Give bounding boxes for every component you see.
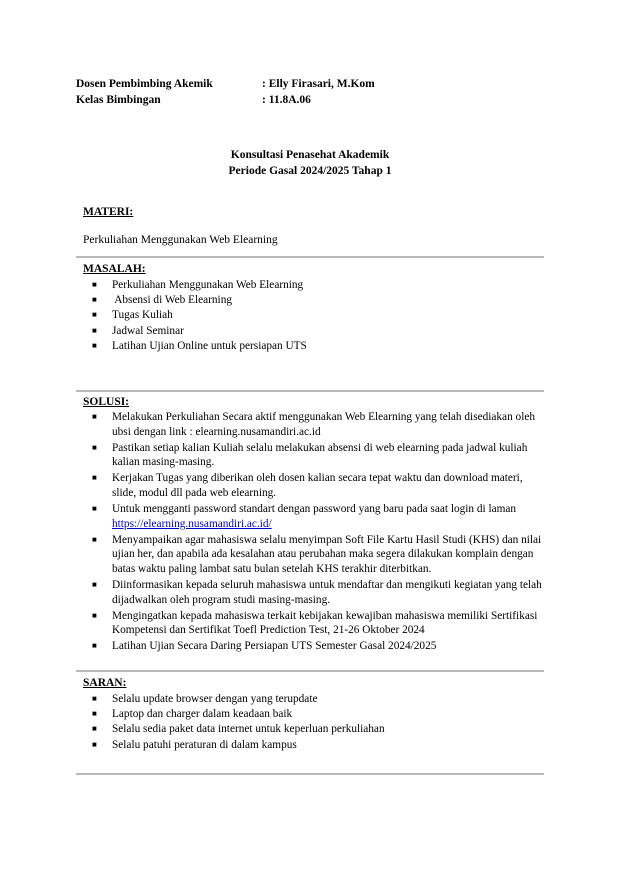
divider — [76, 256, 544, 258]
bullet-icon: ■ — [92, 473, 97, 483]
advisor-label: Dosen Pembimbing Akemik — [76, 78, 213, 90]
bullet-icon: ■ — [92, 325, 97, 335]
bullet-icon: ■ — [92, 641, 97, 651]
list-item: ■ Perkuliahan Menggunakan Web Elearning — [92, 279, 304, 291]
list-item: ■ Untuk mengganti password standart dengan password yang baru pada saat login di laman https://elearning.nusamandiri.ac.id/ — [92, 503, 517, 530]
list-item: ■ Selalu update browser dengan yang terupdate — [92, 693, 318, 705]
bullet-icon: ■ — [92, 340, 97, 350]
list-item: ■ Absensi di Web Elearning — [92, 294, 232, 307]
bullet-icon: ■ — [92, 504, 97, 514]
list-item: ■ Menyampaikan agar mahasiswa selalu menyimpan Soft File Kartu Hasil Studi (KHS) dan nilai ujian her, dan apabila ada kesalahan atau perubahan maka segera dilakukan komplain dengan batas waktu paling lambat satu bulan setelah KHS terakhir diterbitkan. — [92, 533, 542, 575]
bullet-icon: ■ — [92, 442, 97, 452]
materi-text: Perkuliahan Menggunakan Web Elearning — [83, 234, 278, 246]
bullet-icon: ■ — [92, 534, 97, 544]
bullet-icon: ■ — [92, 310, 97, 320]
class-value: : 11.8A.06 — [262, 94, 311, 106]
bullet-icon: ■ — [92, 580, 97, 590]
solusi-heading: SOLUSI: — [83, 396, 130, 408]
bullet-icon: ■ — [92, 724, 97, 734]
bullet-icon: ■ — [92, 739, 97, 749]
masalah-heading: MASALAH: — [83, 263, 146, 275]
saran-list — [83, 692, 543, 753]
solusi-list — [83, 410, 543, 656]
list-item: ■ Kerjakan Tugas yang diberikan oleh dosen kalian secara tepat waktu dan download materi, slide, modul dll pada web elearning. — [92, 472, 523, 499]
divider — [76, 670, 544, 672]
list-item: ■ Jadwal Seminar — [92, 324, 184, 337]
list-item: ■ Selalu patuhi peraturan di dalam kampus — [92, 738, 297, 751]
divider — [76, 773, 544, 775]
masalah-list — [83, 278, 543, 354]
divider — [76, 390, 544, 392]
list-item: ■ Tugas Kuliah — [92, 309, 173, 322]
list-item: ■ Diinformasikan kepada seluruh mahasiswa untuk mendaftar dan mengikuti kegiatan yang telah dijadwalkan oleh program studi masing-masing. — [92, 579, 542, 606]
elearning-link[interactable]: https://elearning.nusamandiri.ac.id/ — [112, 517, 272, 530]
title-line-2: Periode Gasal 2024/2025 Tahap 1 — [228, 165, 392, 177]
list-item: ■ Latihan Ujian Secara Daring Persiapan UTS Semester Gasal 2024/2025 — [92, 640, 437, 653]
bullet-icon: ■ — [92, 694, 97, 703]
list-item: ■ Selalu sedia paket data internet untuk keperluan perkuliahan — [92, 723, 385, 736]
bullet-icon: ■ — [92, 709, 97, 719]
list-item: ■ Mengingatkan kepada mahasiswa terkait kebijakan kewajiban mahasiswa memiliki Sertifikasi Kompetensi dan Sertifikat Toefl Prediction Test, 21-26 Oktober 2024 — [92, 609, 538, 637]
document-title — [0, 147, 620, 179]
bullet-icon: ■ — [92, 295, 97, 305]
bullet-icon: ■ — [92, 280, 97, 289]
list-item: ■ Melakukan Perkuliahan Secara aktif menggunakan Web Elearning yang telah disediakan oleh ubsi dengan link : elearning.nusamandiri.ac.id — [92, 411, 535, 438]
bullet-icon: ■ — [92, 412, 97, 421]
list-item: ■ Latihan Ujian Online untuk persiapan UTS — [92, 339, 307, 352]
list-item: ■ Laptop dan charger dalam keadaan baik — [92, 708, 293, 721]
saran-heading: SARAN: — [83, 677, 127, 689]
class-label: Kelas Bimbingan — [76, 94, 161, 106]
title-line-1: Konsultasi Penasehat Akademik — [230, 149, 390, 161]
advisor-value: : Elly Firasari, M.Kom — [262, 78, 375, 90]
bullet-icon: ■ — [92, 610, 97, 620]
materi-heading: MATERI: — [83, 206, 134, 218]
header-info — [76, 76, 375, 108]
list-item: ■ Pastikan setiap kalian Kuliah selalu melakukan absensi di web elearning pada jadwal kuliah kalian masing-masing. — [92, 441, 528, 469]
